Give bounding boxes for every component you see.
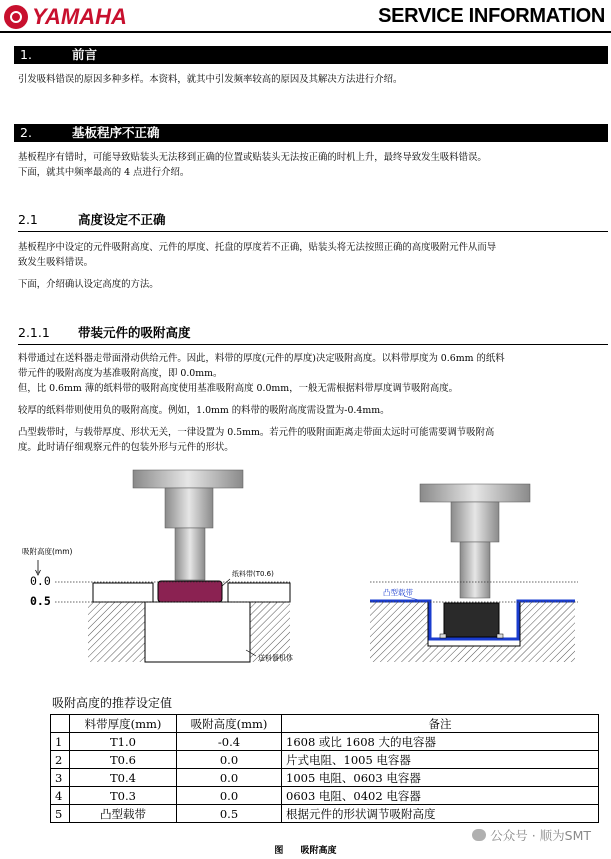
level-05-label: 0.5 bbox=[30, 594, 51, 608]
section-2-body-2: 下面，就其中频率最高的 4 点进行介绍。 bbox=[18, 167, 190, 178]
section-1-body: 引发吸料错误的原因多种多样。本资料，就其中引发频率较高的原因及其解决方法进行介绍。 bbox=[18, 74, 403, 85]
section-number: 2. bbox=[20, 125, 32, 140]
section-2-1-1-heading bbox=[18, 323, 608, 345]
feeder-body-label: 送料器机体 bbox=[258, 654, 293, 662]
section-2-heading bbox=[14, 124, 608, 142]
wechat-icon bbox=[472, 829, 486, 841]
table-header-row bbox=[51, 715, 599, 733]
table-cell: 片式电阻、1005 电容器 bbox=[282, 751, 599, 769]
section-2-1-1-line-2: 带元件的吸附高度为基准吸附高度，即 0.0mm。 bbox=[18, 368, 223, 379]
page-header bbox=[0, 0, 611, 34]
table-cell: 0.0 bbox=[177, 769, 282, 787]
table-cell: 1 bbox=[51, 733, 70, 751]
section-2-1-body-1b: 致发生吸料错误。 bbox=[18, 257, 94, 268]
watermark bbox=[472, 826, 591, 844]
table-cell: T0.4 bbox=[70, 769, 177, 787]
table-row bbox=[51, 787, 599, 805]
table-cell: 根据元件的形状调节吸附高度 bbox=[282, 805, 599, 823]
axis-label: 吸附高度(mm) bbox=[22, 547, 73, 556]
logo-text: YAMAHA bbox=[32, 4, 127, 29]
section-title: 基板程序不正确 bbox=[72, 125, 160, 140]
table-cell: 凸型载带 bbox=[70, 805, 177, 823]
emboss-tape-label: 凸型载带 bbox=[383, 588, 413, 597]
left-component bbox=[158, 581, 222, 602]
table-cell: 0603 电阻、0402 电容器 bbox=[282, 787, 599, 805]
section-title: 带装元件的吸附高度 bbox=[78, 325, 191, 340]
table-cell: T1.0 bbox=[70, 733, 177, 751]
section-2-1-1-line-6: 度。此时请仔细观察元件的包装外形与元件的形状。 bbox=[18, 442, 234, 453]
page-title: SERVICE INFORMATION bbox=[378, 5, 605, 27]
section-2-1-heading bbox=[18, 210, 608, 232]
table-cell: 1608 或比 1608 大的电容器 bbox=[282, 733, 599, 751]
table-cell: 1005 电阻、0603 电容器 bbox=[282, 769, 599, 787]
section-title: 前言 bbox=[72, 47, 98, 62]
table-row bbox=[51, 805, 599, 823]
header-cell: 料带厚度(mm) bbox=[70, 715, 177, 733]
section-2-1-1-line-5: 凸型载带时，与载带厚度、形状无关，一律设置为 0.5mm。若元件的吸附面距离走带面太远时可能需要调节吸附高 bbox=[18, 427, 495, 438]
pickup-height-diagram bbox=[0, 462, 611, 672]
left-feeder-body bbox=[88, 602, 290, 662]
section-number: 2.1 bbox=[18, 212, 38, 227]
table-row bbox=[51, 751, 599, 769]
table-cell: 0.5 bbox=[177, 805, 282, 823]
header-cell: 吸附高度(mm) bbox=[177, 715, 282, 733]
section-2-1-1-line-3: 但，比 0.6mm 薄的纸料带的吸附高度使用基准吸附高度 0.0mm，一般无需根据料带厚度调节吸附高度。 bbox=[18, 383, 458, 394]
figure-caption: 图 吸附高度 bbox=[274, 846, 337, 856]
paper-tape-label: 纸料带(T0.6) bbox=[232, 570, 274, 578]
table-cell: 0.0 bbox=[177, 787, 282, 805]
table-cell: T0.3 bbox=[70, 787, 177, 805]
section-number: 1. bbox=[20, 47, 32, 62]
left-paper-tape bbox=[93, 581, 290, 602]
section-1-heading bbox=[14, 46, 608, 64]
section-2-body-1: 基板程序有错时，可能导致贴装头无法移到正确的位置或贴装头无法按正确的时机上升，最终导致发生吸料错误。 bbox=[18, 152, 487, 163]
section-2-1-body-1: 基板程序中设定的元件吸附高度、元件的厚度、托盘的厚度若不正确，贴装头将无法按照正确的高度吸附元件从而导 bbox=[18, 242, 497, 253]
table-row bbox=[51, 733, 599, 751]
section-2-1-body-2: 下面，介绍确认设定高度的方法。 bbox=[18, 279, 159, 290]
watermark-text: 公众号 · 顺为SMT bbox=[490, 828, 591, 843]
section-2-1-1-line-4: 较厚的纸料带则使用负的吸附高度。例如，1.0mm 的料带的吸附高度需设置为-0.4mm。 bbox=[18, 405, 390, 416]
right-component bbox=[444, 603, 499, 637]
table-cell: 3 bbox=[51, 769, 70, 787]
header-rule bbox=[0, 31, 611, 33]
yamaha-tuning-fork-icon bbox=[4, 5, 28, 29]
left-nozzle bbox=[133, 470, 243, 580]
table-caption: 吸附高度的推荐设定值 bbox=[52, 696, 173, 710]
recommended-height-table bbox=[50, 714, 599, 823]
section-2-1-1-line-1: 料带通过在送料器走带面滑动供给元件。因此，料带的厚度(元件的厚度)决定吸附高度。以料带厚度为 0.6mm 的纸料 bbox=[18, 353, 505, 364]
table-row bbox=[51, 769, 599, 787]
header-cell: 备注 bbox=[282, 715, 599, 733]
table-cell: T0.6 bbox=[70, 751, 177, 769]
header-cell bbox=[51, 715, 70, 733]
right-nozzle bbox=[420, 484, 530, 598]
table-cell: 5 bbox=[51, 805, 70, 823]
section-number: 2.1.1 bbox=[18, 325, 50, 340]
table-cell: -0.4 bbox=[177, 733, 282, 751]
table-cell: 4 bbox=[51, 787, 70, 805]
table-cell: 0.0 bbox=[177, 751, 282, 769]
yamaha-logo bbox=[4, 3, 144, 31]
section-title: 高度设定不正确 bbox=[78, 212, 166, 227]
table-cell: 2 bbox=[51, 751, 70, 769]
level-0-label: 0.0 bbox=[30, 574, 51, 588]
